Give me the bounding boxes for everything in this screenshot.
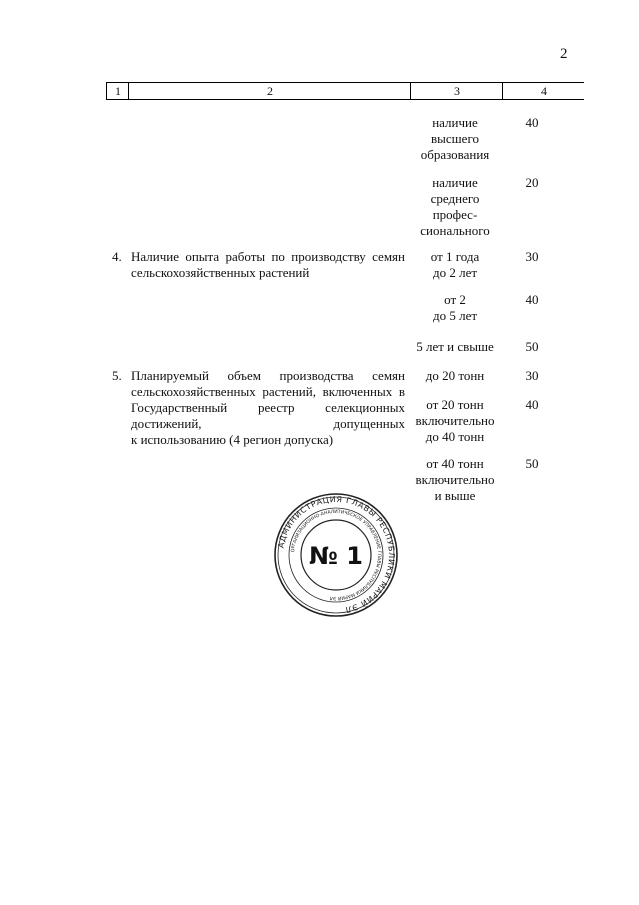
condition-volume: от 20 тонн включительно до 40 тонн bbox=[415, 397, 495, 444]
points-value: 30 bbox=[525, 249, 539, 264]
item-number: 5. bbox=[112, 368, 122, 383]
text-line: к использованию (4 регион допуска) bbox=[131, 432, 334, 447]
condition-experience: от 1 года до 2 лет bbox=[430, 249, 480, 280]
page-number: 2 bbox=[560, 46, 568, 62]
header-col-3: 3 bbox=[410, 83, 503, 99]
points-value: 40 bbox=[525, 397, 539, 412]
table-header-row bbox=[106, 82, 584, 100]
points-value: 40 bbox=[525, 115, 539, 130]
text-line: Государственный реестр селекционных bbox=[131, 400, 405, 415]
item-criterion-text bbox=[131, 368, 405, 448]
condition-volume: от 40 тонн включительно и выше bbox=[415, 456, 495, 503]
text-line: достижений, допущенных bbox=[131, 416, 405, 431]
header-col-4: 4 bbox=[502, 83, 585, 99]
condition-experience: 5 лет и свыше bbox=[416, 339, 494, 354]
points-value: 50 bbox=[525, 456, 539, 471]
condition-higher-education: наличие высшего образования bbox=[420, 115, 490, 162]
header-col-2: 2 bbox=[128, 83, 411, 99]
points-value: 30 bbox=[525, 368, 539, 383]
stamp-inner-text: ОРГАНИЗАЦИОННО-АНАЛИТИЧЕСКОЕ УПРАВЛЕНИЕ ГЛАВЫ РЕСПУБЛИКИ МАРИЙ ЭЛ bbox=[291, 509, 382, 601]
text-line: Планируемый объем производства семян bbox=[131, 368, 405, 383]
condition-experience: от 2 до 5 лет bbox=[432, 292, 478, 323]
points-value: 50 bbox=[525, 339, 539, 354]
item-criterion-text: Наличие опыта работы по производству семян сельскохозяйственных растений bbox=[131, 249, 405, 280]
official-stamp bbox=[274, 493, 398, 617]
item-number: 4. bbox=[112, 249, 122, 264]
points-value: 40 bbox=[525, 292, 539, 307]
text-line: сельскохозяйственных растений, включенных в bbox=[131, 384, 405, 399]
stamp-center-number: № 1 bbox=[309, 542, 363, 570]
points-value: 20 bbox=[525, 175, 539, 190]
condition-volume: до 20 тонн bbox=[425, 368, 485, 383]
condition-secondary-education: наличие среднего профес- сионального bbox=[420, 175, 490, 238]
stamp-outer-text: АДМИНИСТРАЦИЯ ГЛАВЫ РЕСПУБЛИКИ МАРИЙ ЭЛ bbox=[276, 494, 397, 615]
header-col-1: 1 bbox=[106, 83, 129, 99]
